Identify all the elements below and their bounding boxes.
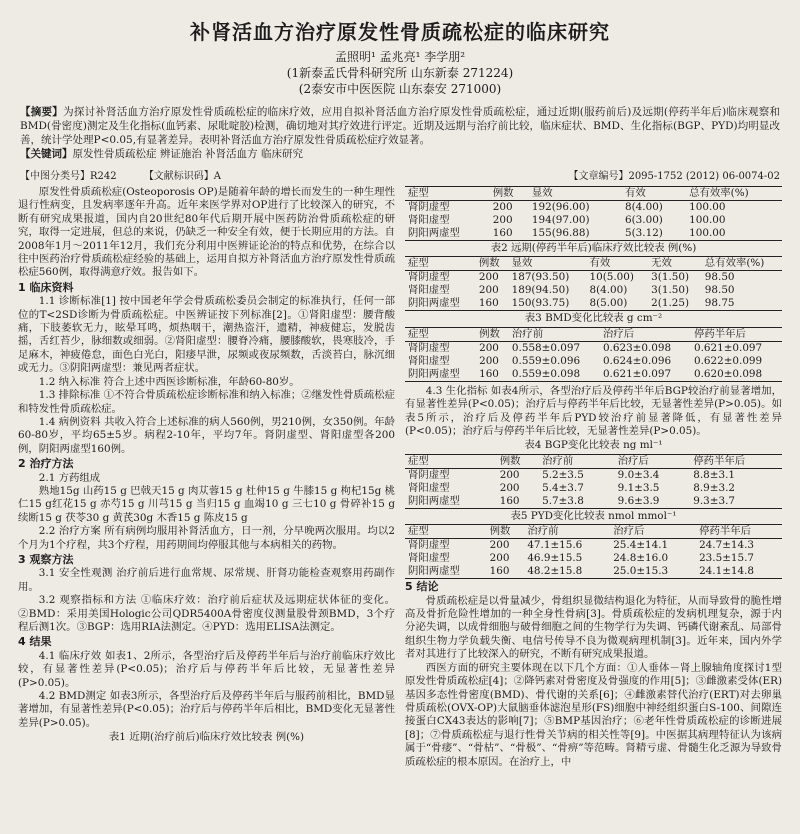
body-paragraph: 2.2 治疗方案 所有病例均服用补肾活血方，日一剂，分早晚两次服用。均以2个月为1个疗程，共3个疗程，用药期间均停服其他与本病相关的药物。: [18, 525, 395, 551]
table-header-cell: 停药半年后: [693, 454, 746, 467]
table-cell: 25.4±14.1: [613, 539, 669, 552]
table-header-cell: 例数: [479, 327, 500, 340]
table-cell: 6(3.00): [625, 214, 663, 226]
table-cell: 肾阳虚型: [408, 481, 450, 494]
table-cell: 3(1.50): [651, 284, 690, 297]
body-paragraph: 1.1 诊断标准[1] 按中国老年学会骨质疏松委员会制定的标准执行，任何一部位的T<2SD诊断为骨质疏松症。中医辨证按下列标准[2]。①肾阳虚型：腰背酸痛，下肢萎软无力，眩晕耳鸣，烦热咽干，潮热盗汗，遗精，神疲健忘，发脱齿摇，舌红苔少，脉细数或细弱。②肾阳虚型：腰脊冷痛，腰膝酸软，畏寒肢冷，手足麻木，神疲倦怠，面色白光白，阳痿早泄，尿频或夜尿频数，舌淡苔白，脉沉细或无力。③阴阳两虚型：兼见两者症状。: [18, 295, 395, 375]
table-cell: 160: [478, 297, 499, 310]
keywords-label: 【关键词】: [20, 148, 73, 160]
table-cell: 8.8±3.1: [693, 468, 735, 481]
table-header-cell: 症型: [408, 525, 429, 538]
table-cell: 200: [478, 271, 499, 284]
table-row: [405, 539, 782, 553]
table-cell: 160: [489, 565, 510, 578]
body-paragraph: 西医方面的研究主要体现在以下几个方面：①人垂体－肾上腺轴角度探讨1型原发性骨质疏松症[4]；②降钙素对骨密度及骨强度的作用[5]；③雌激素受体(ER)基因多态性骨密度(BMD)、骨代谢的关系[6]；④雌激素替代治疗(ERT)对去卵巢骨质疏松(OVX-OP)大鼠脑垂体滤泡星形(FS)细胞中神经组织蛋白S-100、间隙连接蛋白CX43表达的影响[7]；⑤BMP基因治疗；⑥老年性骨质疏松症的诊断进展[8]；⑦骨质疏松症与退行性骨关节病的相关性等[9]。中医据其病理特征认为该病属于“骨痿”、“骨枯”、“骨极”、“骨痹”等范畴。肾精亏虚、骨髓生化乏源为导致骨质疏松症的根本原因。在治疗上，中: [405, 661, 782, 768]
table-cell: 肾阳虚型: [408, 214, 450, 226]
table-cell: 200: [489, 539, 510, 552]
section-heading: 2 治疗方法: [18, 457, 74, 471]
table-cell: 0.558±0.097: [511, 341, 581, 354]
table-cell: 8(5.00): [589, 297, 628, 310]
table-cell: 肾阳虚型: [408, 354, 450, 367]
table-caption: 表2 远期(停药半年后)临床疗效比较表 例(%): [490, 242, 697, 254]
section-heading: 4 结果: [18, 635, 52, 649]
table-cell: 0.620±0.098: [693, 367, 763, 380]
table-cell: 阴阳两虚型: [408, 494, 460, 507]
table-header-cell: 治疗前: [511, 327, 544, 340]
table-cell: 194(97.00): [531, 214, 590, 226]
table-cell: 98.75: [704, 297, 735, 310]
body-paragraph: 骨质疏松症是以骨量减少，骨组织显微结构退化为特征，从而导致骨的脆性增高及骨折危险性增加的一种全身性骨病[3]。骨质疏松症的发病机理复杂，源于内分泌失调，以成骨细胞与破骨细胞之间的生物学行为失调、钙磷代谢紊乱、局部骨组织生物力学负载失衡、电信号传导不良为微观病理机制[3]。近年来，国内外学者对其进行了比较深入的研究，不断有研究成果报道。: [405, 594, 782, 661]
table-cell: 阴阳两虚型: [408, 297, 460, 310]
table-cell: 160: [499, 494, 520, 507]
table-cell: 98.50: [704, 271, 735, 284]
table-cell: 肾阴虚型: [408, 341, 450, 354]
table-header-cell: 症型: [408, 257, 429, 270]
table-cell: 200: [479, 354, 499, 367]
table-cell: 200: [489, 552, 510, 565]
paper-title: 补肾活血方治疗原发性骨质疏松症的临床研究: [190, 20, 610, 44]
keywords-text: 原发性骨质疏松症 辨证施治 补肾活血方 临床研究: [72, 148, 304, 160]
table-cell: 9.0±3.4: [617, 468, 660, 481]
clc-number: 【中图分类号】R242: [20, 171, 117, 182]
table-cell: 阴阳两虚型: [408, 565, 460, 578]
table-cell: 200: [499, 481, 520, 494]
table-caption: 表4 BGP变化比较表 ng ml⁻¹: [524, 439, 663, 452]
table-header-cell: 症型: [408, 187, 429, 199]
body-paragraph: 熟地15g 山药15 g 巴戟天15 g 肉苁蓉15 g 杜仲15 g 牛膝15 g 枸杞15g 桃仁15 g红花15 g 赤芍15 g 川芎15 g 当归15 g 血竭10 g 三七10 g 骨碎补15 g 续断15 g 茯苓30 g 黄芪30g 木香15 g 陈皮15 g: [18, 484, 395, 524]
table-cell: 0.621±0.097: [693, 341, 763, 354]
table-header-cell: 无效: [651, 257, 672, 270]
table-header-cell: 停药半年后: [699, 525, 752, 538]
table-cell: 47.1±15.6: [527, 539, 583, 552]
table-header-cell: 症型: [408, 327, 429, 340]
table-row: [405, 284, 782, 297]
table-row: [405, 201, 782, 215]
table-header-cell: 有效: [625, 187, 646, 199]
body-paragraph: 原发性骨质疏松症(Osteoporosis OP)是随着年龄的增长而发生的一种生理性退行性病变，且发病率逐年升高。近年来医学界对OP进行了比较深入的研究，不断有研究成果报道，国内自20世纪80年代后期开展中医药防治骨质疏松症的研究，取得一定进展，但总的来说，仍缺乏一种安全有效，便于长期应用的方法。自2008年1月～2011年12月，我们充分利用中医辨证论治的特点和优势，在综合以往中医药治疗骨质疏松症经验的基础上，运用自拟方补肾活血方治疗原发性骨质疏松症560例，取得满意疗效。报告如下。: [18, 186, 395, 279]
table-row: [405, 468, 782, 482]
table-cell: 100.00: [689, 227, 726, 239]
table-cell: 肾阴虚型: [408, 271, 450, 284]
table-cell: 10(5.00): [589, 271, 634, 284]
article-number: 【文章编号】2095-1752 (2012) 06-0074-02: [568, 171, 780, 182]
table-cell: 0.623±0.098: [602, 341, 672, 354]
table-row: [405, 565, 782, 579]
table-cell: 200: [492, 201, 513, 213]
table-cell: 160: [479, 367, 499, 380]
table-cell: 肾阳虚型: [408, 552, 450, 565]
table-2: [405, 256, 782, 311]
table-caption: 表1 近期(治疗前后)临床疗效比较表 例(%): [108, 731, 305, 744]
left-column: [18, 186, 395, 769]
body-paragraph: 1.3 排除标准 ①不符合骨质疏松症诊断标准和纳入标准；②继发性骨质疏松症和特发性骨质疏松症。: [18, 389, 395, 415]
table-header-cell: 例数: [492, 187, 514, 199]
table-row: [405, 297, 782, 311]
table-cell: 0.559±0.098: [511, 367, 581, 380]
table-header-cell: 治疗前: [542, 454, 574, 467]
table-cell: 192(96.00): [531, 201, 590, 213]
table-cell: 9.3±3.7: [693, 494, 735, 507]
body-paragraph: 2.1 方药组成: [38, 471, 101, 484]
table-cell: 8(4.00): [625, 201, 663, 213]
table-3: [405, 327, 782, 382]
table-cell: 0.621±0.097: [602, 367, 672, 380]
affiliation-2: (2泰安市中医医院 山东泰安 271000): [298, 82, 502, 96]
table-header-cell: 治疗后: [602, 327, 635, 340]
table-cell: 24.7±14.3: [699, 539, 755, 552]
table-cell: 187(93.50): [511, 271, 570, 284]
body-paragraph: 1.4 病例资料 共收入符合上述标准的病人560例，男210例，女350例。年龄60-80岁，平均65±5岁。病程2-10年，平均7年。肾阴虚型、肾阳虚型各200例，阴阳两虚型160例。: [18, 415, 395, 455]
table-cell: 3(1.50): [651, 271, 690, 284]
table-cell: 肾阴虚型: [408, 539, 450, 552]
table-caption: 表5 PYD变化比较表 nmol mmol⁻¹: [510, 509, 677, 522]
body-paragraph: 4.2 BMD测定 如表3所示，各型治疗后及停药半年后与服药前相比，BMD显著增加，有显著性差异(P<0.05)；治疗后与停药半年后相比，BMD变化无显著性差异(P>0.05)。: [18, 690, 395, 729]
table-cell: 5.2±3.5: [542, 468, 584, 481]
abstract-text: 为探讨补肾活血方治疗原发性骨质疏松症的临床疗效，应用自拟补肾活血方治疗原发性骨质疏松症，通过近期(服药前后)及远期(停药半年后)临床观察和BMD(骨密度)测定及生化指标(血钙素、尿吡啶胶)检测，确切地对其疗效进行评定。近期及远期与治疗前比较，临床症状、BMD、生化指标(BGP、PYD)均明显改善，统计学处理P<0.05,有显著差异。表明补肾活血方治疗原发性骨质疏松症疗效显著。: [20, 106, 780, 146]
table-header-cell: 总有效率(%): [689, 187, 749, 199]
table-cell: 100.00: [689, 214, 726, 226]
table-cell: 23.5±15.7: [699, 552, 755, 565]
table-cell: 5.4±3.7: [542, 481, 584, 494]
table-row: [405, 214, 782, 227]
table-cell: 98.50: [704, 284, 735, 297]
table-header-cell: 例数: [478, 257, 500, 270]
body-paragraph: 4.3 生化指标 如表4所示，各型治疗后及停药半年后BGP较治疗前显著增加，有显著性差异(P<0.05)；治疗后与停药半年后比较，无显著性差异(P>0.05)。如表5所示，治疗后及停药半年后PYD较治疗前显著降低，有显著性差异(P<0.05)；治疗后与停药半年后比较，无显著性差异(P>0.05)。: [405, 384, 782, 438]
section-heading: 3 观察方法: [18, 552, 74, 566]
table-header-cell: 显效: [511, 257, 533, 270]
table-header-cell: 总有效率(%): [704, 257, 765, 270]
table-cell: 2(1.25): [651, 297, 690, 310]
table-row: [405, 341, 782, 355]
table-cell: 8.9±3.2: [693, 481, 735, 494]
author-list: 孟照明¹ 孟兆亮¹ 李学朋²: [334, 50, 466, 64]
table-row: [405, 482, 782, 495]
table-cell: 155(96.88): [531, 227, 590, 239]
table-cell: 200: [479, 341, 499, 354]
table-caption: 表3 BMD变化比较表 g cm⁻²: [524, 312, 663, 325]
table-cell: 48.2±15.8: [527, 565, 583, 578]
table-cell: 25.0±15.3: [613, 565, 669, 578]
table-cell: 24.8±16.0: [613, 552, 669, 565]
table-cell: 0.624±0.096: [602, 354, 672, 367]
table-header-cell: 治疗前: [527, 525, 559, 538]
table-header-cell: 治疗后: [617, 454, 649, 467]
table-cell: 160: [492, 227, 513, 239]
table-row: [405, 227, 782, 241]
table-cell: 100.00: [689, 201, 726, 213]
table-cell: 200: [478, 284, 499, 297]
table-header-cell: 症型: [408, 454, 429, 467]
doc-code: 【文献标识码】A: [143, 171, 222, 182]
table-header-cell: 停药半年后: [693, 327, 746, 340]
table-row: [405, 495, 782, 509]
table-cell: 5(3.12): [625, 227, 663, 239]
body-paragraph: 1.2 纳入标准 符合上述中西医诊断标准，年龄60-80岁。: [38, 375, 300, 388]
section-heading: 1 临床资料: [18, 280, 74, 294]
table-cell: 150(93.75): [511, 297, 570, 310]
table-cell: 肾阴虚型: [408, 468, 450, 481]
affiliation-1: (1新泰孟氏骨科研究所 山东新泰 271224): [286, 66, 514, 80]
table-cell: 肾阳虚型: [408, 284, 450, 297]
table-row: [405, 355, 782, 368]
table-cell: 肾阴虚型: [408, 201, 450, 213]
article-meta: [20, 167, 780, 182]
body-paragraph: 3.2 观察指标和方法 ①临床疗效：治疗前后症状及远期症状体征的变化。②BMD：采用美国Hologic公司QDR5400A骨密度仪测量股骨颈BMD，3个疗程后测1次。③BGP：选用RIA法测定。④PYD：选用ELISA法测定。: [18, 594, 395, 633]
table-cell: 阴阳两虚型: [408, 367, 460, 380]
table-1: [405, 186, 782, 241]
table-cell: 8(4.00): [589, 284, 628, 297]
table-cell: 189(94.50): [511, 284, 570, 297]
table-header-cell: 有效: [589, 257, 611, 270]
table-cell: 46.9±15.5: [527, 552, 583, 565]
table-cell: 9.6±3.9: [617, 494, 660, 507]
table-cell: 24.1±14.8: [699, 565, 755, 578]
right-column: [405, 186, 782, 769]
table-cell: 5.7±3.8: [542, 494, 584, 507]
table-row: [405, 552, 782, 565]
table-cell: 9.1±3.5: [617, 481, 660, 494]
table-header-cell: 例数: [499, 454, 521, 467]
body-paragraph: 4.1 临床疗效 如表1、2所示，各型治疗后及停药半年后与治疗前临床疗效比较，有显著性差异(P<0.05)；治疗后与停药半年后比较，无显著性差异(P>0.05)。: [18, 649, 395, 689]
table-5: [405, 524, 782, 579]
abstract-label: 【摘要】: [20, 106, 64, 118]
table-row: [405, 271, 782, 285]
table-cell: 0.622±0.099: [693, 354, 763, 367]
table-cell: 200: [492, 214, 513, 226]
abstract: [20, 105, 780, 161]
table-header-cell: 显效: [531, 187, 553, 199]
body-columns: [18, 186, 782, 769]
table-cell: 阴阳两虚型: [408, 227, 460, 239]
table-4: [405, 454, 782, 509]
table-cell: 0.559±0.096: [511, 354, 581, 367]
section-heading: 5 结论: [405, 580, 439, 594]
table-row: [405, 368, 782, 382]
body-paragraph: 3.1 安全性观测 治疗前后进行血常规、尿常规、肝肾功能检查观察用药副作用。: [18, 567, 395, 593]
table-header-cell: 治疗后: [613, 525, 645, 538]
table-header-cell: 例数: [489, 525, 511, 538]
table-cell: 200: [499, 468, 520, 481]
